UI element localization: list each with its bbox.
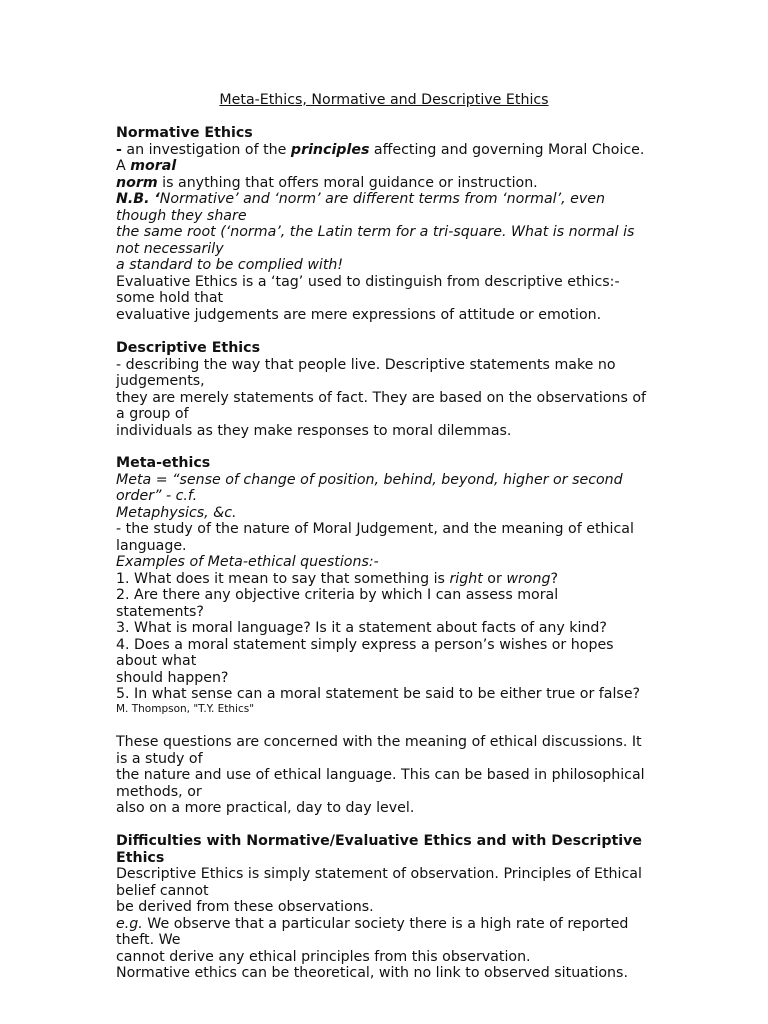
difficulties-line-1: Descriptive Ethics is simply statement of observation. Principles of Ethical	[116, 866, 642, 882]
question-5: 5. In what sense can a moral statement be said to be either true or false?	[116, 686, 641, 702]
descriptive-line-3: they are merely statements of fact. They are based on the observations of	[116, 389, 647, 406]
question-4-line-2: about what	[116, 653, 197, 669]
right-term: right	[449, 570, 483, 587]
difficulties-heading-line-1: Difficulties with Normative/Evaluative Ethics and with Descriptive	[116, 833, 643, 849]
wrong-term: wrong	[506, 570, 551, 587]
text-run: affecting and governing Moral Choice.	[369, 141, 645, 158]
meta-line-2: order” - c.f.	[116, 488, 198, 504]
nb-label: N.B. ‘	[116, 191, 160, 207]
text-run: Normative’ and ‘norm’ are different terms from ‘normal’, even	[159, 191, 605, 207]
difficulties-line-2: belief cannot	[116, 882, 209, 899]
examples-label: Examples of Meta-ethical questions:-	[116, 554, 379, 570]
nb-line-1	[116, 191, 656, 208]
difficulties-heading-line-2: Ethics	[116, 849, 165, 866]
dash: -	[116, 141, 122, 158]
document-title: Meta-Ethics, Normative and Descriptive Ethics	[219, 92, 549, 108]
nb-line-5: a standard to be complied with!	[116, 257, 344, 273]
questions-paragraph	[116, 734, 656, 817]
norm-term: norm	[116, 174, 158, 191]
normative-line-2	[116, 158, 656, 175]
para-line-3: the nature and use of ethical language. This can be based in philosophical	[116, 767, 645, 783]
question-3: 3. What is moral language? Is it a statement about facts of any kind?	[116, 620, 607, 636]
descriptive-line-1: - describing the way that people live. Descriptive statements make no	[116, 356, 616, 373]
descriptive-line-4: a group of	[116, 406, 189, 422]
difficulties-line-6: cannot derive any ethical principles from this observation.	[116, 948, 531, 965]
descriptive-line-2: judgements,	[116, 373, 205, 389]
meta-line-1: Meta = “sense of change of position, behind, beyond, higher or second	[116, 471, 623, 488]
normative-line-3	[116, 175, 656, 192]
meta-line-3: Metaphysics, &c.	[116, 504, 237, 521]
descriptive-section	[116, 340, 656, 439]
text-run: or	[482, 570, 507, 587]
para-line-2: is a study of	[116, 750, 203, 767]
nb-line-4: not necessarily	[116, 240, 224, 257]
difficulties-section	[116, 833, 656, 982]
difficulties-line-5: theft. We	[116, 932, 181, 948]
descriptive-line-5: individuals as they make responses to moral dilemmas.	[116, 422, 512, 439]
nb-line-2: though they share	[116, 207, 247, 224]
moral-term: moral	[130, 158, 177, 174]
meta-section	[116, 455, 656, 716]
question-2-line-1: 2. Are there any objective criteria by which I can assess moral	[116, 587, 559, 603]
para-line-1: These questions are concerned with the meaning of ethical discussions. It	[116, 734, 642, 750]
nb-line-3: the same root (‘norma’, the Latin term for a tri-square. What is normal is	[116, 224, 635, 240]
normative-section	[116, 125, 656, 323]
question-2-line-2: statements?	[116, 603, 204, 620]
descriptive-heading: Descriptive Ethics	[116, 340, 261, 356]
question-4-line-3: should happen?	[116, 669, 229, 686]
normative-line-1	[116, 142, 656, 159]
text-run: ?	[550, 570, 558, 587]
meta-line-4: - the study of the nature of Moral Judgement, and the meaning of ethical	[116, 521, 634, 537]
meta-heading: Meta-ethics	[116, 455, 211, 471]
meta-line-5: language.	[116, 537, 187, 554]
question-4-line-1: 4. Does a moral statement simply express a person’s wishes or hopes	[116, 636, 614, 653]
evaluative-line-2: some hold that	[116, 290, 224, 306]
text-run: We observe that a particular society there is a high rate of reported	[142, 915, 629, 932]
text-run: an investigation of the	[121, 141, 291, 158]
evaluative-line-1: Evaluative Ethics is a ‘tag’ used to distinguish from descriptive ethics:-	[116, 273, 620, 290]
text-run: is anything that offers moral guidance or instruction.	[157, 174, 538, 191]
question-1	[116, 571, 656, 588]
difficulties-line-7: Normative ethics can be theoretical, with no link to observed situations.	[116, 965, 628, 981]
eg-label: e.g.	[116, 915, 143, 932]
para-line-4: methods, or	[116, 783, 202, 800]
normative-heading: Normative Ethics	[116, 125, 253, 141]
para-line-5: also on a more practical, day to day level.	[116, 800, 415, 816]
source-citation: M. Thompson, "T.Y. Ethics"	[116, 702, 255, 715]
difficulties-line-3: be derived from these observations.	[116, 899, 374, 915]
difficulties-line-4	[116, 916, 656, 933]
text-run: A	[116, 158, 131, 174]
principles-term: principles	[290, 141, 370, 158]
evaluative-line-3: evaluative judgements are mere expressions of attitude or emotion.	[116, 306, 602, 323]
text-run: 1. What does it mean to say that something is	[116, 570, 450, 587]
